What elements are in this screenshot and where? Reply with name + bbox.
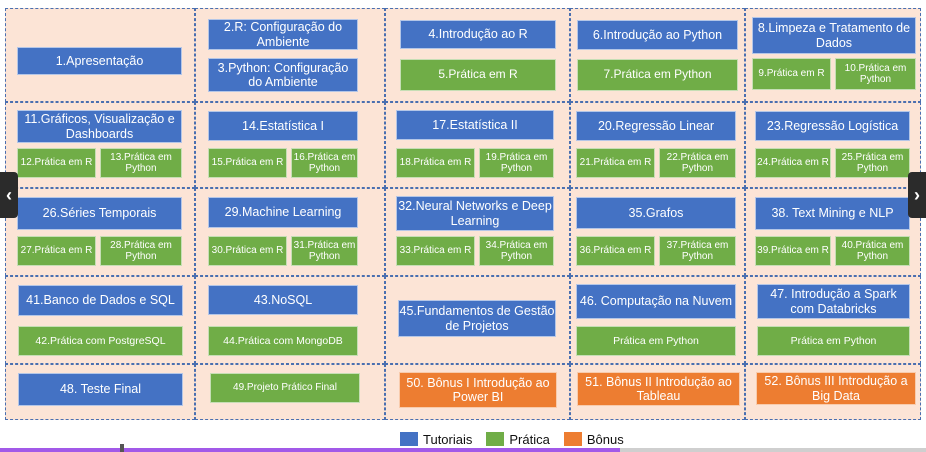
module-32-box[interactable]: 32.Neural Networks e Deep Learning (396, 196, 554, 231)
module-49-box[interactable]: 49.Projeto Prático Final (210, 373, 360, 403)
module-31-box[interactable]: 31.Prática em Python (291, 236, 358, 266)
module-1-box[interactable]: 1.Apresentação (17, 47, 182, 75)
module-33-box[interactable]: 33.Prática em R (396, 236, 475, 266)
video-progress-bar[interactable] (0, 448, 926, 452)
module-13-box[interactable]: 13.Prática em Python (100, 148, 182, 178)
module-9-box[interactable]: 9.Prática em R (752, 58, 831, 90)
legend-item-practice (486, 432, 549, 447)
module-47-box[interactable]: 47. Introdução a Spark com Databricks (757, 284, 910, 319)
module-16-box[interactable]: 16.Prática em Python (291, 148, 358, 178)
module-46-practice-box[interactable]: Prática em Python (576, 326, 736, 356)
progress-marker[interactable] (120, 444, 124, 452)
module-6-box[interactable]: 6.Introdução ao Python (577, 20, 738, 50)
module-8-box[interactable]: 8.Limpeza e Tratamento de Dados (752, 17, 916, 54)
module-26-box[interactable]: 26.Séries Temporais (17, 197, 182, 230)
module-43-box[interactable]: 43.NoSQL (208, 285, 358, 315)
legend (400, 430, 630, 448)
module-25-box[interactable]: 25.Prática em Python (835, 148, 910, 178)
module-18-box[interactable]: 18.Prática em R (396, 148, 475, 178)
module-4-box[interactable]: 4.Introdução ao R (400, 20, 556, 49)
module-45-box[interactable]: 45.Fundamentos de Gestão de Projetos (398, 300, 556, 337)
module-2-box[interactable]: 2.R: Configuração do Ambiente (208, 19, 358, 50)
module-41-box[interactable]: 41.Banco de Dados e SQL (18, 285, 183, 316)
legend-practice-label: Prática (509, 431, 550, 447)
module-5-box[interactable]: 5.Prática em R (400, 59, 556, 91)
module-21-box[interactable]: 21.Prática em R (576, 148, 655, 178)
module-35-box[interactable]: 35.Grafos (576, 197, 736, 229)
module-36-box[interactable]: 36.Prática em R (576, 236, 655, 266)
module-10-box[interactable]: 10.Prática em Python (835, 58, 916, 90)
next-arrow-icon[interactable]: › (908, 172, 926, 218)
module-39-box[interactable]: 39.Prática em R (755, 236, 831, 266)
module-19-box[interactable]: 19.Prática em Python (479, 148, 554, 178)
module-7-box[interactable]: 7.Prática em Python (577, 59, 738, 91)
module-14-box[interactable]: 14.Estatística I (208, 111, 358, 141)
module-37-box[interactable]: 37.Prática em Python (659, 236, 736, 266)
module-20-box[interactable]: 20.Regressão Linear (576, 111, 736, 141)
module-52-box[interactable]: 52. Bônus III Introdução a Big Data (756, 372, 916, 405)
module-34-box[interactable]: 34.Prática em Python (479, 236, 554, 266)
module-48-box[interactable]: 48. Teste Final (18, 373, 183, 406)
module-29-box[interactable]: 29.Machine Learning (208, 197, 358, 228)
tutorial-swatch (400, 432, 418, 446)
module-47-practice-box[interactable]: Prática em Python (757, 326, 910, 356)
legend-bonus-label: Bônus (586, 431, 624, 447)
legend-tutorial-label: Tutoriais (423, 431, 473, 447)
module-22-box[interactable]: 22.Prática em Python (659, 148, 736, 178)
module-44-box[interactable]: 44.Prática com MongoDB (208, 326, 358, 356)
legend-item-tutorial (400, 432, 472, 447)
module-50-box[interactable]: 50. Bônus I Introdução ao Power BI (399, 372, 557, 408)
module-17-box[interactable]: 17.Estatística II (396, 110, 554, 140)
module-46-box[interactable]: 46. Computação na Nuvem (576, 284, 736, 319)
video-progress-fill (0, 448, 620, 452)
module-27-box[interactable]: 27.Prática em R (17, 236, 96, 266)
module-12-box[interactable]: 12.Prática em R (17, 148, 96, 178)
bonus-swatch (564, 432, 582, 446)
module-24-box[interactable]: 24.Prática em R (755, 148, 831, 178)
legend-item-bonus (564, 432, 624, 447)
module-28-box[interactable]: 28.Prática em Python (100, 236, 182, 266)
practice-swatch (486, 432, 504, 446)
previous-arrow-icon[interactable]: ‹ (0, 172, 18, 218)
module-51-box[interactable]: 51. Bônus II Introdução ao Tableau (577, 372, 740, 406)
module-38-box[interactable]: 38. Text Mining e NLP (755, 197, 910, 230)
module-40-box[interactable]: 40.Prática em Python (835, 236, 910, 266)
module-15-box[interactable]: 15.Prática em R (208, 148, 287, 178)
module-11-box[interactable]: 11.Gráficos, Visualização e Dashboards (17, 110, 182, 143)
module-42-box[interactable]: 42.Prática com PostgreSQL (18, 326, 183, 356)
module-30-box[interactable]: 30.Prática em R (208, 236, 287, 266)
module-3-box[interactable]: 3.Python: Configuração do Ambiente (208, 58, 358, 92)
module-23-box[interactable]: 23.Regressão Logística (755, 111, 910, 141)
